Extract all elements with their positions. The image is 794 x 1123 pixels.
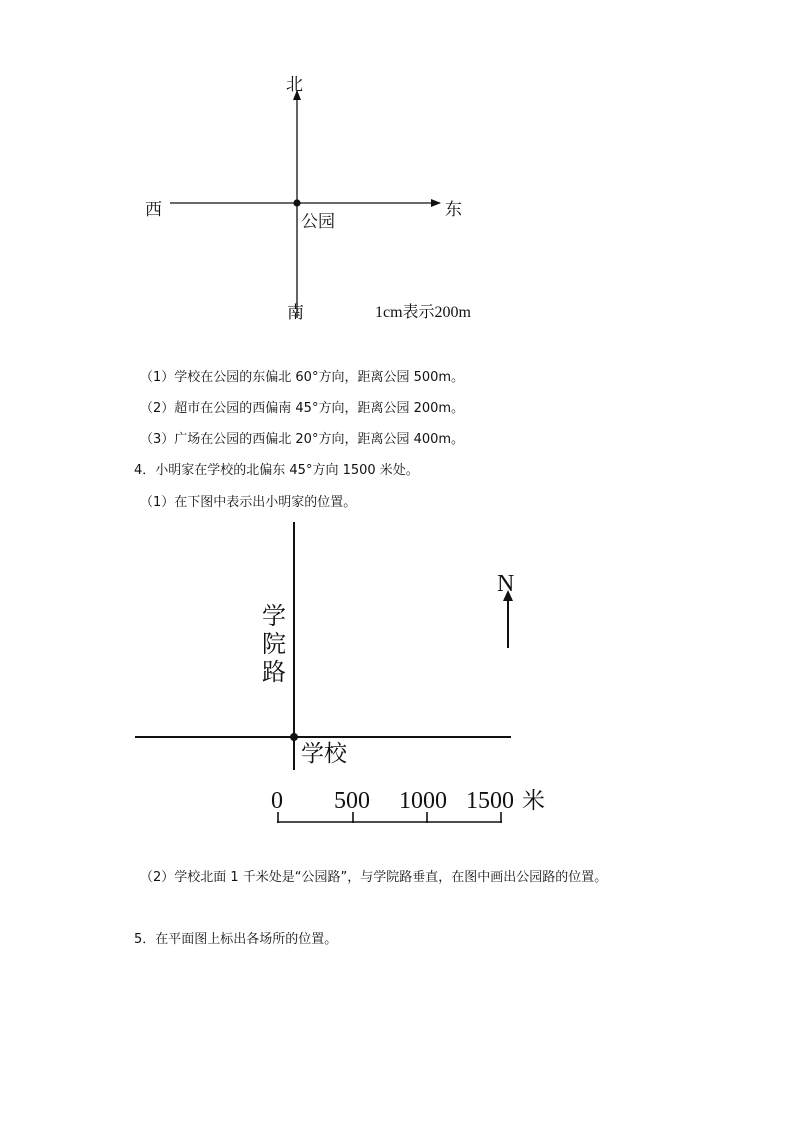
- south-label: 南: [287, 303, 304, 323]
- north-mark-label: N: [497, 571, 515, 597]
- road-char-1: 学: [262, 602, 286, 630]
- scale-unit-label: 米: [522, 788, 545, 814]
- question-4-sub-2: （2）学校北面 1 千米处是“公园路”，与学院路垂直，在图中画出公园路的位置。: [140, 870, 608, 885]
- school-label: 学校: [301, 741, 347, 767]
- scale-label-1500: 1500: [466, 788, 514, 814]
- east-label: 东: [445, 200, 462, 220]
- scale-label-0: 0: [271, 788, 283, 814]
- west-label: 西: [145, 200, 162, 220]
- question-5-title: 5．在平面图上标出各场所的位置。: [134, 932, 338, 947]
- question-4-title: 4．小明家在学校的北偏东 45°方向 1500 米处。: [134, 463, 419, 478]
- school-dot: [290, 733, 298, 741]
- park-label: 公园: [301, 212, 335, 232]
- scale-label-1000: 1000: [399, 788, 447, 814]
- compass-scale-label: 1cm表示200m: [375, 304, 471, 321]
- question-3-square: （3）广场在公园的西偏北 20°方向，距离公园 400m。: [140, 432, 465, 447]
- road-char-2: 院: [262, 630, 286, 658]
- scale-label-500: 500: [334, 788, 370, 814]
- question-1-school: （1）学校在公园的东偏北 60°方向，距离公园 500m。: [140, 370, 465, 385]
- question-2-supermarket: （2）超市在公园的西偏南 45°方向，距离公园 200m。: [140, 401, 465, 416]
- road-char-3: 路: [262, 658, 286, 686]
- north-label: 北: [286, 75, 303, 95]
- question-4-sub-1: （1）在下图中表示出小明家的位置。: [140, 495, 357, 510]
